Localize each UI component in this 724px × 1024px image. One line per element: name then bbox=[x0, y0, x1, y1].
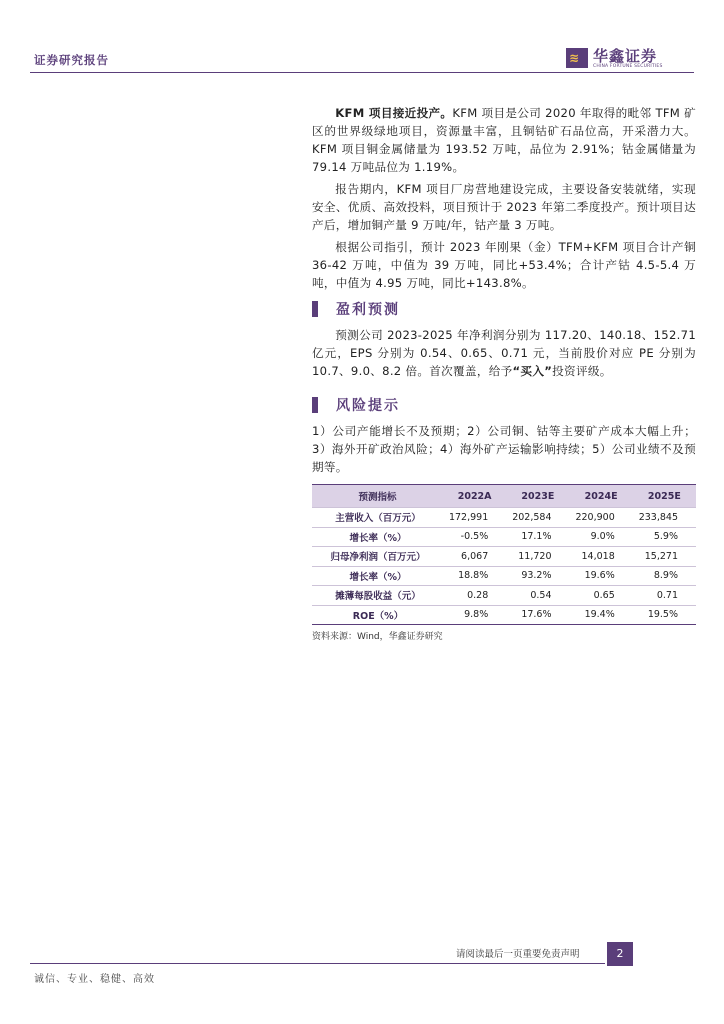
row-label: 主营收入（百万元） bbox=[312, 508, 443, 528]
table-row bbox=[312, 586, 696, 606]
table-header-cell: 2025E bbox=[633, 485, 696, 508]
table-cell: 11,720 bbox=[506, 547, 569, 567]
company-motto: 诚信、专业、稳健、高效 bbox=[34, 974, 155, 985]
table-cell: 0.71 bbox=[633, 586, 696, 606]
paragraph-kfm bbox=[312, 104, 696, 176]
table-cell: 14,018 bbox=[570, 547, 633, 567]
table-row bbox=[312, 527, 696, 547]
rating-text: “买入” bbox=[512, 364, 553, 378]
table-cell: -0.5% bbox=[443, 527, 506, 547]
row-label: 归母净利润（百万元） bbox=[312, 547, 443, 567]
paragraph-guidance: 根据公司指引，预计 2023 年刚果（金）TFM+KFM 项目合计产铜 36-42 万吨，中值为 39 万吨，同比+53.4%；合计产钴 4.5-5.4 万吨，中值为 4.95 万吨，同比+143.8%。 bbox=[312, 240, 696, 290]
logo-mark-icon: ≋ bbox=[566, 48, 588, 68]
forecast-table bbox=[312, 484, 696, 625]
disclaimer-note: 请阅读最后一页重要免责声明 bbox=[456, 949, 580, 960]
table-cell: 17.6% bbox=[506, 605, 569, 625]
table-cell: 202,584 bbox=[506, 508, 569, 528]
company-logo bbox=[566, 48, 663, 70]
table-cell: 17.1% bbox=[506, 527, 569, 547]
table-cell: 19.5% bbox=[633, 605, 696, 625]
table-row bbox=[312, 547, 696, 567]
logo-name-cn: 华鑫证券 bbox=[593, 47, 658, 65]
forecast-text-end: 投资评级。 bbox=[552, 364, 612, 378]
table-header-cell: 预测指标 bbox=[312, 485, 443, 508]
table-cell: 19.4% bbox=[570, 605, 633, 625]
table-cell: 5.9% bbox=[633, 527, 696, 547]
table-cell: 220,900 bbox=[570, 508, 633, 528]
table-cell: 15,271 bbox=[633, 547, 696, 567]
forecast-text: 预测公司 2023-2025 年净利润分别为 117.20、140.18、152.71 亿元，EPS 分别为 0.54、0.65、0.71 元，当前股价对应 PE 分别为 10.7、9.0、8.2 倍。首次覆盖，给予 bbox=[312, 328, 696, 378]
table-header-row bbox=[312, 485, 696, 508]
section-title: 盈利预测 bbox=[336, 302, 400, 318]
row-label: 摊薄每股收益（元） bbox=[312, 586, 443, 606]
table-row bbox=[312, 605, 696, 625]
section-bar-icon bbox=[312, 397, 318, 413]
table-cell: 18.8% bbox=[443, 566, 506, 586]
risk-text: 1）公司产能增长不及预期；2）公司铜、钴等主要矿产成本大幅上升；3）海外开矿政治风险；4）海外矿产运输影响持续；5）公司业绩不及预期等。 bbox=[312, 424, 696, 474]
table-source: 资料来源：Wind，华鑫证券研究 bbox=[312, 632, 443, 642]
table-cell: 0.28 bbox=[443, 586, 506, 606]
row-label: 增长率（%） bbox=[312, 566, 443, 586]
table-cell: 0.65 bbox=[570, 586, 633, 606]
header-divider bbox=[30, 72, 694, 73]
section-profit-forecast bbox=[312, 298, 696, 320]
table-row bbox=[312, 566, 696, 586]
table-cell: 8.9% bbox=[633, 566, 696, 586]
table-cell: 6,067 bbox=[443, 547, 506, 567]
footer-divider bbox=[30, 963, 605, 964]
table-cell: 9.8% bbox=[443, 605, 506, 625]
table-header-cell: 2024E bbox=[570, 485, 633, 508]
logo-name-en: CHINA FORTUNE SECURITIES bbox=[593, 64, 663, 69]
paragraph-kfm-body: KFM 项目是公司 2020 年取得的毗邻 TFM 矿区的世界级绿地项目，资源量丰富，且铜钴矿石品位高，开采潜力大。KFM 项目铜金属储量为 193.52 万吨，品位为 2.91%；钴金属储量为 79.14 万吨品位为 1.19%。 bbox=[312, 106, 697, 174]
main-content bbox=[312, 104, 696, 642]
report-type-label: 证券研究报告 bbox=[34, 53, 109, 67]
table-row bbox=[312, 508, 696, 528]
table-cell: 233,845 bbox=[633, 508, 696, 528]
row-label: ROE（%） bbox=[312, 605, 443, 625]
table-cell: 172,991 bbox=[443, 508, 506, 528]
table-header-cell: 2022A bbox=[443, 485, 506, 508]
table-cell: 0.54 bbox=[506, 586, 569, 606]
table-cell: 9.0% bbox=[570, 527, 633, 547]
section-risk bbox=[312, 394, 696, 416]
section-title: 风险提示 bbox=[336, 398, 400, 414]
section-bar-icon bbox=[312, 301, 318, 317]
table-cell: 93.2% bbox=[506, 566, 569, 586]
paragraph-kfm-lead: KFM 项目接近投产。 bbox=[335, 106, 453, 120]
paragraph-progress: 报告期内，KFM 项目厂房营地建设完成，主要设备安装就绪，实现安全、优质、高效投料，项目预计于 2023 年第二季度投产。预计项目达产后，增加铜产量 9 万吨/年，钴产量 3 万吨。 bbox=[312, 182, 696, 232]
paragraph-forecast bbox=[312, 326, 696, 380]
row-label: 增长率（%） bbox=[312, 527, 443, 547]
page-number: 2 bbox=[607, 942, 633, 966]
table-header-cell: 2023E bbox=[506, 485, 569, 508]
table-cell: 19.6% bbox=[570, 566, 633, 586]
